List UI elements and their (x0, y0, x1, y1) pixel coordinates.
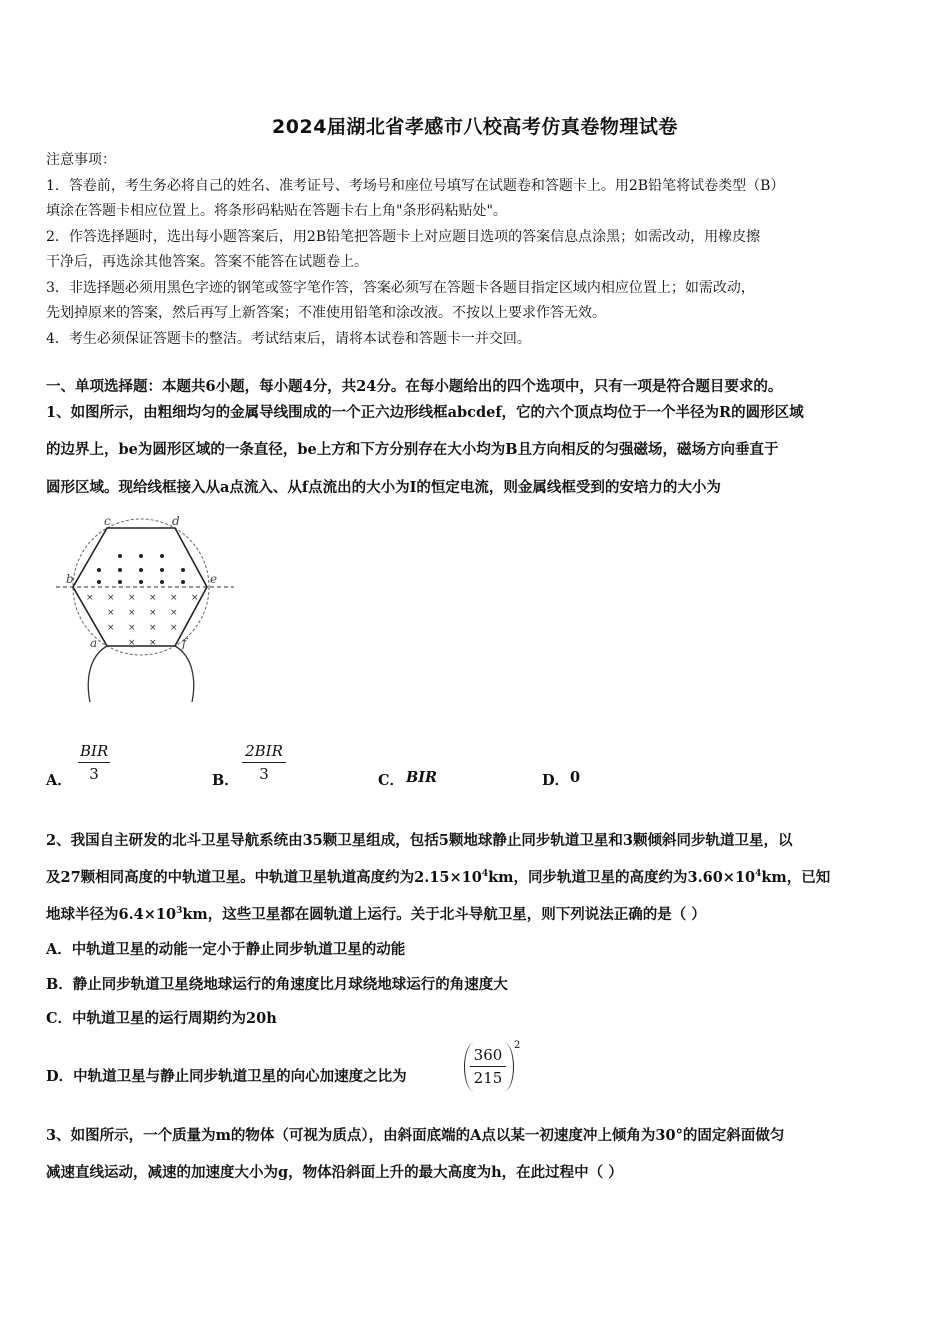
vertex-label-e: e (210, 572, 218, 586)
q3-line: 减速直线运动，减速的加速度大小为g，物体沿斜面上升的最大高度为h，在此过程中（ ） (46, 1164, 623, 1181)
svg-text:×: × (107, 608, 115, 618)
svg-text:×: × (107, 623, 115, 633)
q2-text: km，已知 (761, 869, 831, 886)
fraction-numerator: 2BIR (242, 742, 286, 763)
svg-text:×: × (128, 623, 136, 633)
svg-text:×: × (149, 638, 157, 648)
notice-line: 干净后，再选涂其他答案。答案不能答在试题卷上。 (46, 254, 368, 270)
q2-option-a: A．中轨道卫星的动能一定小于静止同步轨道卫星的动能 (46, 941, 406, 958)
q1-option-c-text: BIR (406, 769, 438, 786)
q2-text: 地球半径为6.4×10 (46, 906, 177, 923)
svg-text:×: × (149, 623, 157, 633)
notice-line: 填涂在答题卡相应位置上。将条形码粘贴在答题卡右上角"条形码粘贴处"。 (46, 203, 507, 219)
svg-text:×: × (128, 608, 136, 618)
vertex-label-f: f (182, 636, 187, 650)
q2-line: 2、我国自主研发的北斗卫星导航系统由35颗卫星组成，包括5颗地球静止同步轨道卫星和3颗倾斜同步轨道卫星，以 (46, 832, 793, 849)
vertex-label-d: d (172, 514, 180, 528)
q2-text: 及27颗相同高度的中轨道卫星。中轨道卫星轨道高度约为2.15×10 (46, 869, 482, 886)
q2-line (46, 866, 908, 887)
section-heading: 一、单项选择题：本题共6小题，每小题4分，共24分。在每小题给出的四个选项中，只有一项是符合题目要求的。 (46, 378, 783, 395)
svg-text:×: × (107, 593, 115, 603)
svg-text:×: × (86, 593, 94, 603)
q3-line: 3、如图所示，一个质量为m的物体（可视为质点），由斜面底端的A点以某一初速度冲上倾角为30°的固定斜面做匀 (46, 1127, 785, 1144)
q2-option-b: B．静止同步轨道卫星绕地球运行的角速度比月球绕地球运行的角速度大 (46, 976, 508, 993)
q2-text: km，同步轨道卫星的高度约为3.60×10 (488, 869, 756, 886)
notice-line: 先划掉原来的答案，然后再写上新答案；不准使用铅笔和涂改液。不按以上要求作答无效。 (46, 305, 606, 321)
q1-option-b-label: B． (212, 772, 239, 789)
svg-text:×: × (170, 608, 178, 618)
q2-exponent: 4 (755, 869, 762, 880)
notice-line: 4．考生必须保证答题卡的整洁。考试结束后，请将本试卷和答题卡一并交回。 (46, 330, 531, 347)
svg-text:×: × (191, 593, 199, 603)
notice-block (46, 148, 906, 352)
notice-line: 3．非选择题必须用黑色字迹的钢笔或签字笔作答，答案必须写在答题卡各题目指定区域内相应位置上；如需改动， (46, 279, 755, 296)
fraction-numerator: BIR (78, 742, 110, 763)
q1-option-a-label: A． (46, 772, 72, 789)
q1-option-c-label: C． (378, 772, 405, 789)
q2-option-d: D．中轨道卫星与静止同步轨道卫星的向心加速度之比为 (46, 1068, 407, 1085)
fraction-denominator: 3 (89, 765, 99, 783)
q2-text: km，这些卫星都在圆轨道上运行。关于北斗导航卫星，则下列说法正确的是（ ） (182, 906, 706, 923)
q1-line: 圆形区域。现给线框接入从a点流入、从f点流出的大小为I的恒定电流，则金属线框受到的安培力的大小为 (46, 479, 721, 496)
fraction-denominator: 3 (259, 765, 269, 783)
fraction-denominator: 215 (473, 1069, 503, 1087)
page-title: 2024届湖北省孝感市八校高考仿真卷物理试卷 (272, 116, 678, 138)
q1-option-d-text: 0 (570, 769, 581, 786)
q1-option-a-fraction (78, 742, 110, 783)
hexagon-field-figure (48, 512, 248, 702)
q2-exponent: 3 (176, 906, 183, 917)
lead-wire-a (88, 646, 107, 702)
field-out-dots (97, 554, 185, 584)
notice-line: 1．答卷前，考生务必将自己的姓名、准考证号、考场号和座位号填写在试题卷和答题卡上。用2B铅笔将试卷类型（B） (46, 177, 785, 194)
svg-text:×: × (170, 593, 178, 603)
lead-wire-f (175, 646, 194, 702)
q2-line (46, 903, 908, 924)
svg-text:×: × (149, 593, 157, 603)
svg-text:×: × (170, 623, 178, 633)
fraction-numerator: 360 (470, 1046, 506, 1067)
vertex-label-a: a (90, 636, 98, 650)
q1-line: 1、如图所示，由粗细均匀的金属导线围成的一个正六边形线框abcdef，它的六个顶点均位于一个半径为R的圆形区域 (46, 404, 804, 421)
q2-option-c: C．中轨道卫星的运行周期约为20h (46, 1010, 277, 1027)
vertex-label-b: b (66, 572, 74, 586)
notice-heading: 注意事项： (46, 152, 116, 168)
svg-text:×: × (128, 638, 136, 648)
q2-option-d-fraction (470, 1046, 506, 1087)
q2-option-d-exponent: 2 (514, 1040, 521, 1051)
q2-exponent: 4 (481, 869, 489, 880)
q1-option-d-label: D． (542, 772, 570, 789)
vertex-label-c: c (104, 514, 111, 528)
q1-option-b-fraction (242, 742, 286, 783)
q1-line: 的边界上，be为圆形区域的一条直径，be上方和下方分别存在大小均为B且方向相反的匀强磁场，磁场方向垂直于 (46, 441, 779, 458)
svg-text:×: × (128, 593, 136, 603)
svg-text:×: × (149, 608, 157, 618)
notice-line: 2．作答选择题时，选出每小题答案后，用2B铅笔把答题卡上对应题目选项的答案信息点涂黑；如需改动，用橡皮擦 (46, 228, 761, 245)
